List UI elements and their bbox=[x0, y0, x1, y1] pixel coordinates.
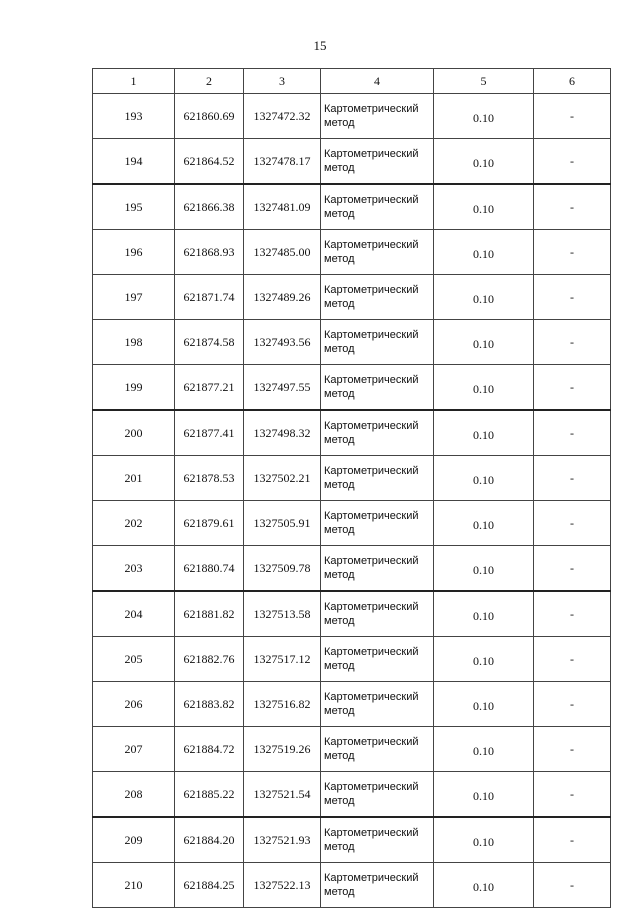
point-number-cell: 209 bbox=[93, 817, 175, 863]
table-row bbox=[93, 682, 611, 727]
note-cell: - bbox=[534, 410, 611, 456]
note-cell: - bbox=[534, 727, 611, 772]
error-cell: 0.10 bbox=[434, 94, 534, 139]
y-coordinate-cell: 1327522.13 bbox=[244, 863, 321, 908]
table-row bbox=[93, 139, 611, 185]
y-coordinate-cell: 1327489.26 bbox=[244, 275, 321, 320]
x-coordinate-cell: 621877.41 bbox=[175, 410, 244, 456]
method-text-line: Картометрический bbox=[324, 555, 419, 567]
x-coordinate-cell: 621885.22 bbox=[175, 772, 244, 818]
method-text-line: метод bbox=[324, 434, 355, 446]
table-row bbox=[93, 863, 611, 908]
method-text-line: Картометрический bbox=[324, 103, 419, 115]
method-text-line: Картометрический bbox=[324, 374, 419, 386]
table-row bbox=[93, 591, 611, 637]
note-cell: - bbox=[534, 94, 611, 139]
column-header-1: 1 bbox=[93, 69, 175, 94]
x-coordinate-cell: 621881.82 bbox=[175, 591, 244, 637]
x-coordinate-cell: 621877.21 bbox=[175, 365, 244, 411]
table-row bbox=[93, 184, 611, 230]
note-cell: - bbox=[534, 863, 611, 908]
method-text-line: метод bbox=[324, 660, 355, 672]
point-number-cell: 199 bbox=[93, 365, 175, 411]
method-cell bbox=[321, 682, 434, 727]
y-coordinate-cell: 1327497.55 bbox=[244, 365, 321, 411]
note-cell: - bbox=[534, 456, 611, 501]
table-row bbox=[93, 230, 611, 275]
method-text-line: метод bbox=[324, 298, 355, 310]
x-coordinate-cell: 621871.74 bbox=[175, 275, 244, 320]
method-cell bbox=[321, 230, 434, 275]
y-coordinate-cell: 1327519.26 bbox=[244, 727, 321, 772]
method-cell bbox=[321, 320, 434, 365]
method-cell bbox=[321, 772, 434, 818]
method-text-line: Картометрический bbox=[324, 194, 419, 206]
error-cell: 0.10 bbox=[434, 591, 534, 637]
method-text-line: Картометрический bbox=[324, 646, 419, 658]
method-text-line: метод bbox=[324, 162, 355, 174]
method-text-line: Картометрический bbox=[324, 148, 419, 160]
method-text-line: метод bbox=[324, 569, 355, 581]
x-coordinate-cell: 621883.82 bbox=[175, 682, 244, 727]
table-row bbox=[93, 501, 611, 546]
note-cell: - bbox=[534, 139, 611, 185]
method-cell bbox=[321, 546, 434, 592]
method-text-line: Картометрический bbox=[324, 510, 419, 522]
column-header-6: 6 bbox=[534, 69, 611, 94]
method-cell bbox=[321, 591, 434, 637]
method-cell bbox=[321, 863, 434, 908]
x-coordinate-cell: 621860.69 bbox=[175, 94, 244, 139]
column-header-2: 2 bbox=[175, 69, 244, 94]
note-cell: - bbox=[534, 817, 611, 863]
note-cell: - bbox=[534, 772, 611, 818]
note-cell: - bbox=[534, 230, 611, 275]
note-cell: - bbox=[534, 637, 611, 682]
point-number-cell: 201 bbox=[93, 456, 175, 501]
error-cell: 0.10 bbox=[434, 456, 534, 501]
error-cell: 0.10 bbox=[434, 863, 534, 908]
error-cell: 0.10 bbox=[434, 275, 534, 320]
error-cell: 0.10 bbox=[434, 546, 534, 592]
header-row bbox=[93, 69, 611, 94]
table-row bbox=[93, 727, 611, 772]
note-cell: - bbox=[534, 591, 611, 637]
method-cell bbox=[321, 139, 434, 185]
method-text-line: метод bbox=[324, 117, 355, 129]
y-coordinate-cell: 1327505.91 bbox=[244, 501, 321, 546]
column-header-4: 4 bbox=[321, 69, 434, 94]
y-coordinate-cell: 1327521.54 bbox=[244, 772, 321, 818]
method-cell bbox=[321, 365, 434, 411]
note-cell: - bbox=[534, 546, 611, 592]
point-number-cell: 206 bbox=[93, 682, 175, 727]
method-text-line: метод bbox=[324, 615, 355, 627]
method-text-line: метод bbox=[324, 388, 355, 400]
method-text-line: метод bbox=[324, 886, 355, 898]
column-header-3: 3 bbox=[244, 69, 321, 94]
method-text-line: Картометрический bbox=[324, 239, 419, 251]
table-row bbox=[93, 817, 611, 863]
method-cell bbox=[321, 817, 434, 863]
y-coordinate-cell: 1327521.93 bbox=[244, 817, 321, 863]
y-coordinate-cell: 1327472.32 bbox=[244, 94, 321, 139]
error-cell: 0.10 bbox=[434, 139, 534, 185]
method-cell bbox=[321, 275, 434, 320]
method-text-line: метод bbox=[324, 750, 355, 762]
y-coordinate-cell: 1327516.82 bbox=[244, 682, 321, 727]
x-coordinate-cell: 621882.76 bbox=[175, 637, 244, 682]
point-number-cell: 197 bbox=[93, 275, 175, 320]
column-header-5: 5 bbox=[434, 69, 534, 94]
note-cell: - bbox=[534, 320, 611, 365]
point-number-cell: 208 bbox=[93, 772, 175, 818]
y-coordinate-cell: 1327513.58 bbox=[244, 591, 321, 637]
method-cell bbox=[321, 94, 434, 139]
point-number-cell: 195 bbox=[93, 184, 175, 230]
table-row bbox=[93, 637, 611, 682]
method-text-line: Картометрический bbox=[324, 872, 419, 884]
error-cell: 0.10 bbox=[434, 772, 534, 818]
point-number-cell: 194 bbox=[93, 139, 175, 185]
coordinates-table bbox=[92, 68, 611, 908]
point-number-cell: 204 bbox=[93, 591, 175, 637]
point-number-cell: 205 bbox=[93, 637, 175, 682]
y-coordinate-cell: 1327493.56 bbox=[244, 320, 321, 365]
method-text-line: Картометрический bbox=[324, 329, 419, 341]
error-cell: 0.10 bbox=[434, 184, 534, 230]
x-coordinate-cell: 621879.61 bbox=[175, 501, 244, 546]
method-text-line: Картометрический bbox=[324, 601, 419, 613]
method-text-line: метод bbox=[324, 479, 355, 491]
x-coordinate-cell: 621864.52 bbox=[175, 139, 244, 185]
error-cell: 0.10 bbox=[434, 727, 534, 772]
table-row bbox=[93, 456, 611, 501]
method-text-line: Картометрический bbox=[324, 736, 419, 748]
table-row bbox=[93, 94, 611, 139]
error-cell: 0.10 bbox=[434, 410, 534, 456]
table-row bbox=[93, 320, 611, 365]
error-cell: 0.10 bbox=[434, 320, 534, 365]
y-coordinate-cell: 1327502.21 bbox=[244, 456, 321, 501]
method-text-line: метод bbox=[324, 524, 355, 536]
table-row bbox=[93, 365, 611, 411]
x-coordinate-cell: 621866.38 bbox=[175, 184, 244, 230]
note-cell: - bbox=[534, 184, 611, 230]
table-row bbox=[93, 275, 611, 320]
method-text-line: Картометрический bbox=[324, 284, 419, 296]
y-coordinate-cell: 1327478.17 bbox=[244, 139, 321, 185]
point-number-cell: 210 bbox=[93, 863, 175, 908]
method-cell bbox=[321, 727, 434, 772]
method-cell bbox=[321, 637, 434, 682]
method-cell bbox=[321, 184, 434, 230]
y-coordinate-cell: 1327485.00 bbox=[244, 230, 321, 275]
error-cell: 0.10 bbox=[434, 817, 534, 863]
error-cell: 0.10 bbox=[434, 501, 534, 546]
error-cell: 0.10 bbox=[434, 365, 534, 411]
y-coordinate-cell: 1327498.32 bbox=[244, 410, 321, 456]
table-row bbox=[93, 772, 611, 818]
note-cell: - bbox=[534, 682, 611, 727]
note-cell: - bbox=[534, 365, 611, 411]
page-number: 15 bbox=[313, 38, 327, 53]
point-number-cell: 193 bbox=[93, 94, 175, 139]
y-coordinate-cell: 1327517.12 bbox=[244, 637, 321, 682]
method-text-line: Картометрический bbox=[324, 420, 419, 432]
table-row bbox=[93, 410, 611, 456]
table-body bbox=[93, 94, 611, 908]
x-coordinate-cell: 621880.74 bbox=[175, 546, 244, 592]
table-row bbox=[93, 546, 611, 592]
method-cell bbox=[321, 456, 434, 501]
point-number-cell: 196 bbox=[93, 230, 175, 275]
x-coordinate-cell: 621878.53 bbox=[175, 456, 244, 501]
method-text-line: Картометрический bbox=[324, 465, 419, 477]
point-number-cell: 203 bbox=[93, 546, 175, 592]
x-coordinate-cell: 621884.72 bbox=[175, 727, 244, 772]
method-cell bbox=[321, 410, 434, 456]
note-cell: - bbox=[534, 275, 611, 320]
x-coordinate-cell: 621868.93 bbox=[175, 230, 244, 275]
method-text-line: метод bbox=[324, 795, 355, 807]
method-cell bbox=[321, 501, 434, 546]
y-coordinate-cell: 1327509.78 bbox=[244, 546, 321, 592]
x-coordinate-cell: 621884.25 bbox=[175, 863, 244, 908]
error-cell: 0.10 bbox=[434, 682, 534, 727]
point-number-cell: 202 bbox=[93, 501, 175, 546]
x-coordinate-cell: 621874.58 bbox=[175, 320, 244, 365]
method-text-line: метод bbox=[324, 253, 355, 265]
method-text-line: метод bbox=[324, 705, 355, 717]
note-cell: - bbox=[534, 501, 611, 546]
point-number-cell: 200 bbox=[93, 410, 175, 456]
y-coordinate-cell: 1327481.09 bbox=[244, 184, 321, 230]
method-text-line: метод bbox=[324, 343, 355, 355]
method-text-line: Картометрический bbox=[324, 781, 419, 793]
point-number-cell: 207 bbox=[93, 727, 175, 772]
method-text-line: Картометрический bbox=[324, 827, 419, 839]
method-text-line: Картометрический bbox=[324, 691, 419, 703]
x-coordinate-cell: 621884.20 bbox=[175, 817, 244, 863]
method-text-line: метод bbox=[324, 841, 355, 853]
error-cell: 0.10 bbox=[434, 230, 534, 275]
method-text-line: метод bbox=[324, 208, 355, 220]
point-number-cell: 198 bbox=[93, 320, 175, 365]
error-cell: 0.10 bbox=[434, 637, 534, 682]
